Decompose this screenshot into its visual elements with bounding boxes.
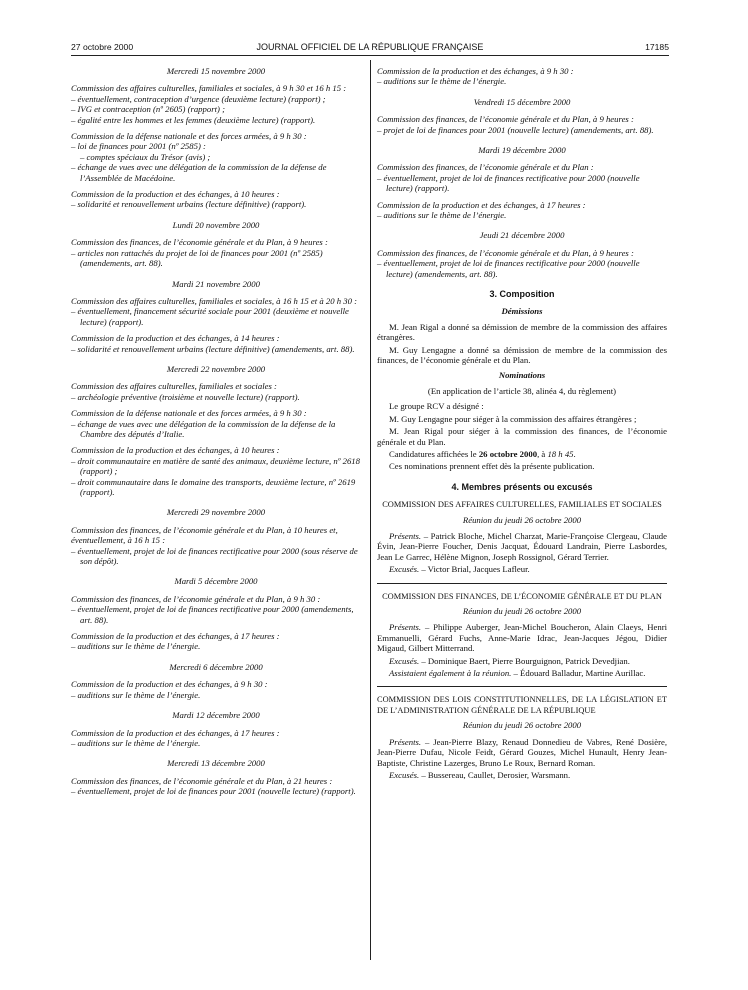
agenda-date: Mercredi 22 novembre 2000 [166, 363, 266, 374]
assistaient-names: – Édouard Balladur, Martine Aurillac. [511, 668, 646, 679]
agenda-item: – échange de vues avec une délégation de la commission de la défense de l’Assemblée de Macédoine. [71, 162, 327, 183]
agenda-item: – archéologie préventive (troisième et nouvelle lecture) (rapport). [71, 391, 300, 402]
commission-heading: Commission des affaires culturelles, familiales et sociales, à 16 h 15 et à 20 h 30 : [71, 295, 358, 306]
presents-line [377, 531, 667, 562]
presents-line [377, 737, 667, 768]
commission-heading: Commission de la production et des échanges, à 17 heures : [377, 199, 586, 210]
agenda-continued [377, 66, 667, 279]
commission-heading: Commission des affaires culturelles, familiales et sociales, à 9 h 30 et 16 h 15 : [71, 83, 347, 94]
excuses-label: Excusés. [389, 655, 420, 666]
candidatures-line [377, 449, 667, 459]
agenda-date: Mercredi 15 novembre 2000 [166, 66, 266, 76]
agenda-date: Mardi 5 décembre 2000 [174, 576, 258, 587]
agenda-item: – éventuellement, contraception d’urgence (deuxième lecture) (rapport) ; [71, 93, 326, 104]
agenda-item: – droit communautaire dans le domaine des transports, deuxième lecture, nº 2619 (rapport). [71, 476, 356, 497]
agenda-item: – échange de vues avec une délégation de la commission de la défense de la Chambre des députés d’Italie. [71, 418, 336, 439]
agenda-item: – éventuellement, projet de loi de finances pour 2001 (nouvelle lecture) (rapport). [71, 786, 356, 797]
nomination-1: Le groupe RCV a désigné : [389, 401, 484, 412]
excuses-names: – Bussereau, Caullet, Derosier, Warsmann. [419, 769, 571, 780]
agenda-date: Mercredi 13 décembre 2000 [167, 758, 265, 769]
page-number: 17185 [645, 42, 669, 52]
agenda-item: – droit communautaire en matière de santé des animaux, deuxième lecture, nº 2618 (rapport) ; [71, 455, 360, 477]
presents-names: – Philippe Auberger, Jean-Michel Boucheron, Alain Claeys, Henri Emmanuelli, Gérard Fuchs, Anne-Marie Idrac, Jean-Jacques Jégou, Didier Migaud, Gilbert Mitterrand. [377, 622, 667, 654]
agenda-date: Mardi 21 novembre 2000 [172, 278, 260, 289]
membres-list [377, 500, 667, 780]
commission-heading: Commission de la production et des échanges, à 17 heures : [71, 631, 280, 642]
commission-heading: Commission des finances, de l’économie générale et du Plan, à 9 heures : [71, 237, 328, 248]
header-date: 27 octobre 2000 [71, 42, 134, 52]
excuses-names: – Dominique Baert, Pierre Bourguignon, Patrick Devedjian. [419, 655, 630, 666]
demissions-heading: Démissions [501, 305, 543, 316]
presents-label: Présents. [389, 622, 422, 633]
agenda-item: – solidarité et renouvellement urbains (lecture définitive) (rapport). [71, 199, 307, 210]
presents-names: – Jean-Pierre Blazy, Renaud Donnedieu de Vabres, René Dosière, Jean-Pierre Dufau, Nicole Feidt, Gérard Gouzes, Michel Hunault, Henry Jean-Baptiste, Christine Lazerges, Bruno Le Roux, Bernard Roman. [377, 736, 667, 768]
column-divider [370, 60, 371, 960]
candidatures-end: . [573, 448, 576, 459]
candidatures-prefix: Candidatures affichées le [389, 448, 479, 459]
left-column [71, 66, 361, 797]
agenda-date: Mardi 19 décembre 2000 [478, 145, 566, 156]
agenda-date: Lundi 20 novembre 2000 [172, 219, 260, 230]
commission-heading: Commission des finances, de l’économie générale et du Plan : [377, 162, 594, 173]
agenda-item: – éventuellement, financement sécurité sociale pour 2001 (deuxième et nouvelle lecture) (rapport). [71, 306, 349, 327]
commission-separator [377, 686, 667, 687]
agenda-item: – projet de loi de finances pour 2001 (nouvelle lecture) (amendements, art. 88). [377, 124, 654, 135]
agenda-item: – comptes spéciaux du Trésor (avis) ; [80, 151, 211, 162]
commission-name: COMMISSION DES FINANCES, DE L’ÉCONOMIE GÉNÉRALE ET DU PLAN [382, 591, 662, 601]
meeting-date: Réunion du jeudi 26 octobre 2000 [462, 606, 582, 617]
presents-label: Présents. [389, 736, 422, 747]
nominations-effect: Ces nominations prennent effet dès la présente publication. [389, 461, 595, 472]
agenda-date: Vendredi 15 décembre 2000 [473, 96, 571, 107]
presents-line [377, 622, 667, 653]
commission-heading: Commission des finances, de l’économie générale et du Plan, à 9 heures : [377, 247, 634, 258]
assistaient-line [377, 668, 667, 678]
demission-2: M. Guy Lengagne a donné sa démission de membre de la commission des finances, de l’économie générale et du Plan. [377, 344, 667, 366]
header-rule [71, 55, 669, 56]
excuses-label: Excusés. [389, 564, 420, 575]
meeting-date: Réunion du jeudi 26 octobre 2000 [462, 720, 582, 731]
commission-heading: Commission de la production et des échanges, à 17 heures : [71, 727, 280, 738]
agenda-item: – auditions sur le thème de l’énergie. [377, 76, 507, 87]
agenda-item: – éventuellement, projet de loi de finances rectificative pour 2000 (nouvelle lecture) (rapport). [377, 172, 640, 194]
commission-heading: Commission des finances, de l’économie générale et du Plan, à 9 h 30 : [71, 593, 321, 604]
nominations-reference: (En application de l’article 38, alinéa 4, du règlement) [427, 385, 617, 396]
commission-name: COMMISSION DES LOIS CONSTITUTIONNELLES, DE LA LÉGISLATION ET DE L’ADMINISTRATION GÉNÉRALE DE LA RÉPUBLIQUE [377, 695, 667, 715]
composition-heading: 3. Composition [489, 289, 555, 300]
commission-heading: Commission des affaires culturelles, familiales et sociales : [71, 381, 277, 392]
excuses-line [377, 770, 667, 780]
demission-1: M. Jean Rigal a donné sa démission de membre de la commission des affaires étrangères. [377, 321, 667, 343]
excuses-line [377, 656, 667, 666]
commission-heading: Commission de la production et des échanges, à 10 heures : [71, 189, 280, 200]
agenda-item: – IVG et contraception (nº 2605) (rapport) ; [71, 104, 225, 115]
presents-names: – Patrick Bloche, Michel Charzat, Marie-Françoise Clergeau, Claude Évin, Jean-Pierre Foucher, Denis Jacquat, Édouard Landrain, Pierre Lasbordes, Jean Le Garrec, Hélène Mignon, Joseph Rossignol, Gérard Terrier. [377, 531, 667, 562]
agenda-item: – auditions sur le thème de l’énergie. [377, 210, 507, 221]
agenda-item: – auditions sur le thème de l’énergie. [71, 689, 201, 700]
agenda-item: – éventuellement, projet de loi de finances rectificative pour 2000 (sous réserve de son dépôt). [71, 545, 358, 567]
agenda-item: – éventuellement, projet de loi de finances rectificative pour 2000 (nouvelle lecture) (amendements, art. 88). [377, 258, 640, 279]
commission-heading: Commission de la défense nationale et des forces armées, à 9 h 30 : [71, 408, 307, 419]
agenda-date: Jeudi 21 décembre 2000 [479, 230, 565, 241]
excuses-label: Excusés. [389, 769, 420, 780]
commission-heading: Commission des finances, de l’économie générale et du Plan, à 9 heures : [377, 114, 634, 125]
assistaient-label: Assistaient également à la réunion. [389, 668, 512, 679]
agenda-item: – auditions sur le thème de l’énergie. [71, 641, 201, 652]
agenda-date: Mardi 12 décembre 2000 [172, 710, 260, 721]
meeting-date: Réunion du jeudi 26 octobre 2000 [462, 514, 582, 525]
commission-heading: Commission de la défense nationale et des forces armées, à 9 h 30 : [71, 131, 307, 142]
nomination-2: M. Guy Lengagne pour siéger à la commission des affaires étrangères ; [389, 413, 637, 424]
commission-heading: Commission de la production et des échanges, à 9 h 30 : [377, 66, 574, 76]
nominations-heading: Nominations [498, 369, 546, 380]
agenda-item: – articles non rattachés du projet de loi de finances pour 2001 (nº 2585) (amendements, art. 88). [71, 247, 323, 269]
candidatures-mid: , à [537, 448, 548, 459]
agenda-item: – auditions sur le thème de l’énergie. [71, 737, 201, 748]
commission-heading: Commission de la production et des échanges, à 10 heures : [71, 445, 280, 456]
agenda-item: – égalité entre les hommes et les femmes (deuxième lecture) (rapport). [71, 114, 316, 125]
excuses-names: – Victor Brial, Jacques Lafleur. [419, 564, 530, 575]
candidatures-date: 26 octobre 2000 [478, 448, 538, 459]
agenda-item: – solidarité et renouvellement urbains (lecture définitive) (amendements, art. 88). [71, 343, 355, 354]
commission-separator [377, 583, 667, 584]
agenda-item: – loi de finances pour 2001 (nº 2585) : [71, 141, 206, 152]
commission-heading: Commission des finances, de l’économie générale et du Plan, à 21 heures : [71, 775, 333, 786]
commission-heading: Commission de la production et des échanges, à 14 heures : [71, 333, 280, 344]
membres-heading: 4. Membres présents ou excusés [451, 481, 593, 492]
right-column [377, 66, 667, 782]
nomination-3: M. Jean Rigal pour siéger à la commission des finances, de l’économie générale et du Plan. [377, 426, 667, 447]
agenda-item: – éventuellement, projet de loi de finances rectificative pour 2000 (amendements, art. 88). [71, 604, 354, 625]
agenda-date: Mercredi 29 novembre 2000 [166, 507, 266, 518]
candidatures-time: 18 h 45 [547, 448, 574, 459]
agenda-date: Mercredi 6 décembre 2000 [169, 661, 263, 672]
header-title: JOURNAL OFFICIEL DE LA RÉPUBLIQUE FRANÇAISE [256, 42, 484, 52]
commission-heading: Commission des finances, de l’économie générale et du Plan, à 10 heures et, éventuellement, à 16 h 15 : [71, 524, 338, 546]
commission-name: COMMISSION DES AFFAIRES CULTURELLES, FAMILIALES ET SOCIALES [382, 500, 662, 510]
excuses-line [377, 564, 667, 574]
commission-heading: Commission de la production et des échanges, à 9 h 30 : [71, 679, 268, 690]
presents-label: Présents. [389, 531, 422, 541]
